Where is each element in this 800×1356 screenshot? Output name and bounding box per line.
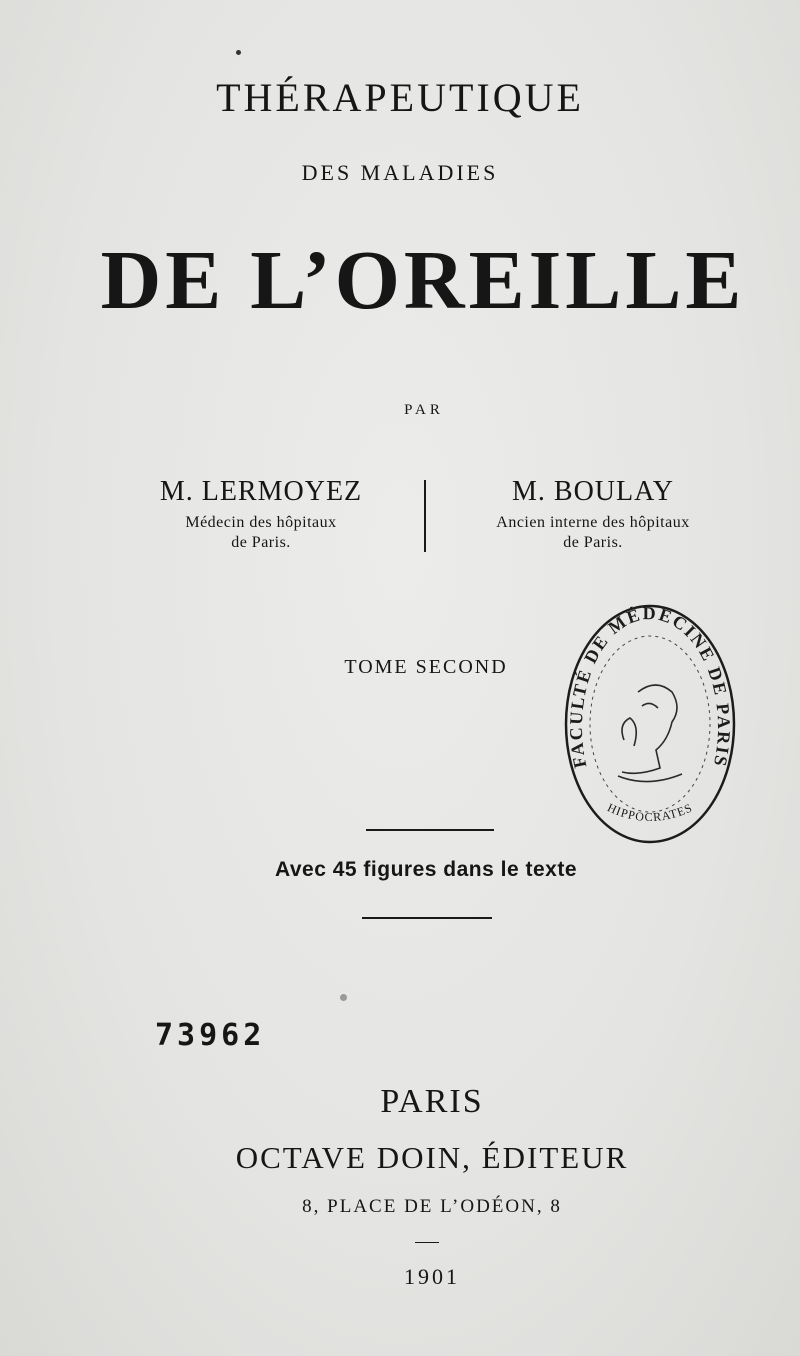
author-role: Ancien interne des hôpitaux [496,514,690,531]
volume-label: TOME SECOND [344,656,508,678]
author-place: de Paris. [231,534,291,551]
main-title: DE L’OREILLE [100,234,746,327]
author-name: M. LERMOYEZ [159,476,363,507]
ink-speck [236,50,241,55]
author-place: de Paris. [563,534,623,551]
publication-city: PARIS [380,1083,484,1120]
library-stamp [560,600,740,848]
figures-note: Avec 45 figures dans le texte [274,858,578,881]
publication-year: 1901 [404,1264,460,1289]
author-divider [424,480,426,552]
author-block-boulay [462,476,724,552]
author-block-lermoyez [130,476,392,552]
title-line-1: THÉRAPEUTIQUE [216,75,584,120]
stamp-text: FACULTÉ DE MÉDECINE DE PARIS [565,603,735,770]
publisher-name: OCTAVE DOIN, ÉDITEUR [235,1140,629,1175]
title-line-2: DES MALADIES [301,160,499,185]
divider-rule-bottom [362,917,492,919]
divider-rule-top [366,829,494,831]
divider-rule-short [415,1242,439,1243]
hippocrates-bust-icon [618,685,682,782]
author-name: M. BOULAY [512,476,674,507]
ink-speck [340,994,347,1001]
inventory-number: 73962 [155,1018,266,1053]
author-role: Médecin des hôpitaux [185,514,337,531]
publisher-address: 8, PLACE DE L’ODÉON, 8 [302,1196,562,1217]
stamp-inner-text: HIPPOCRATES [605,800,695,825]
by-label: PAR [404,402,444,418]
stamp-inner-ring [590,636,710,812]
